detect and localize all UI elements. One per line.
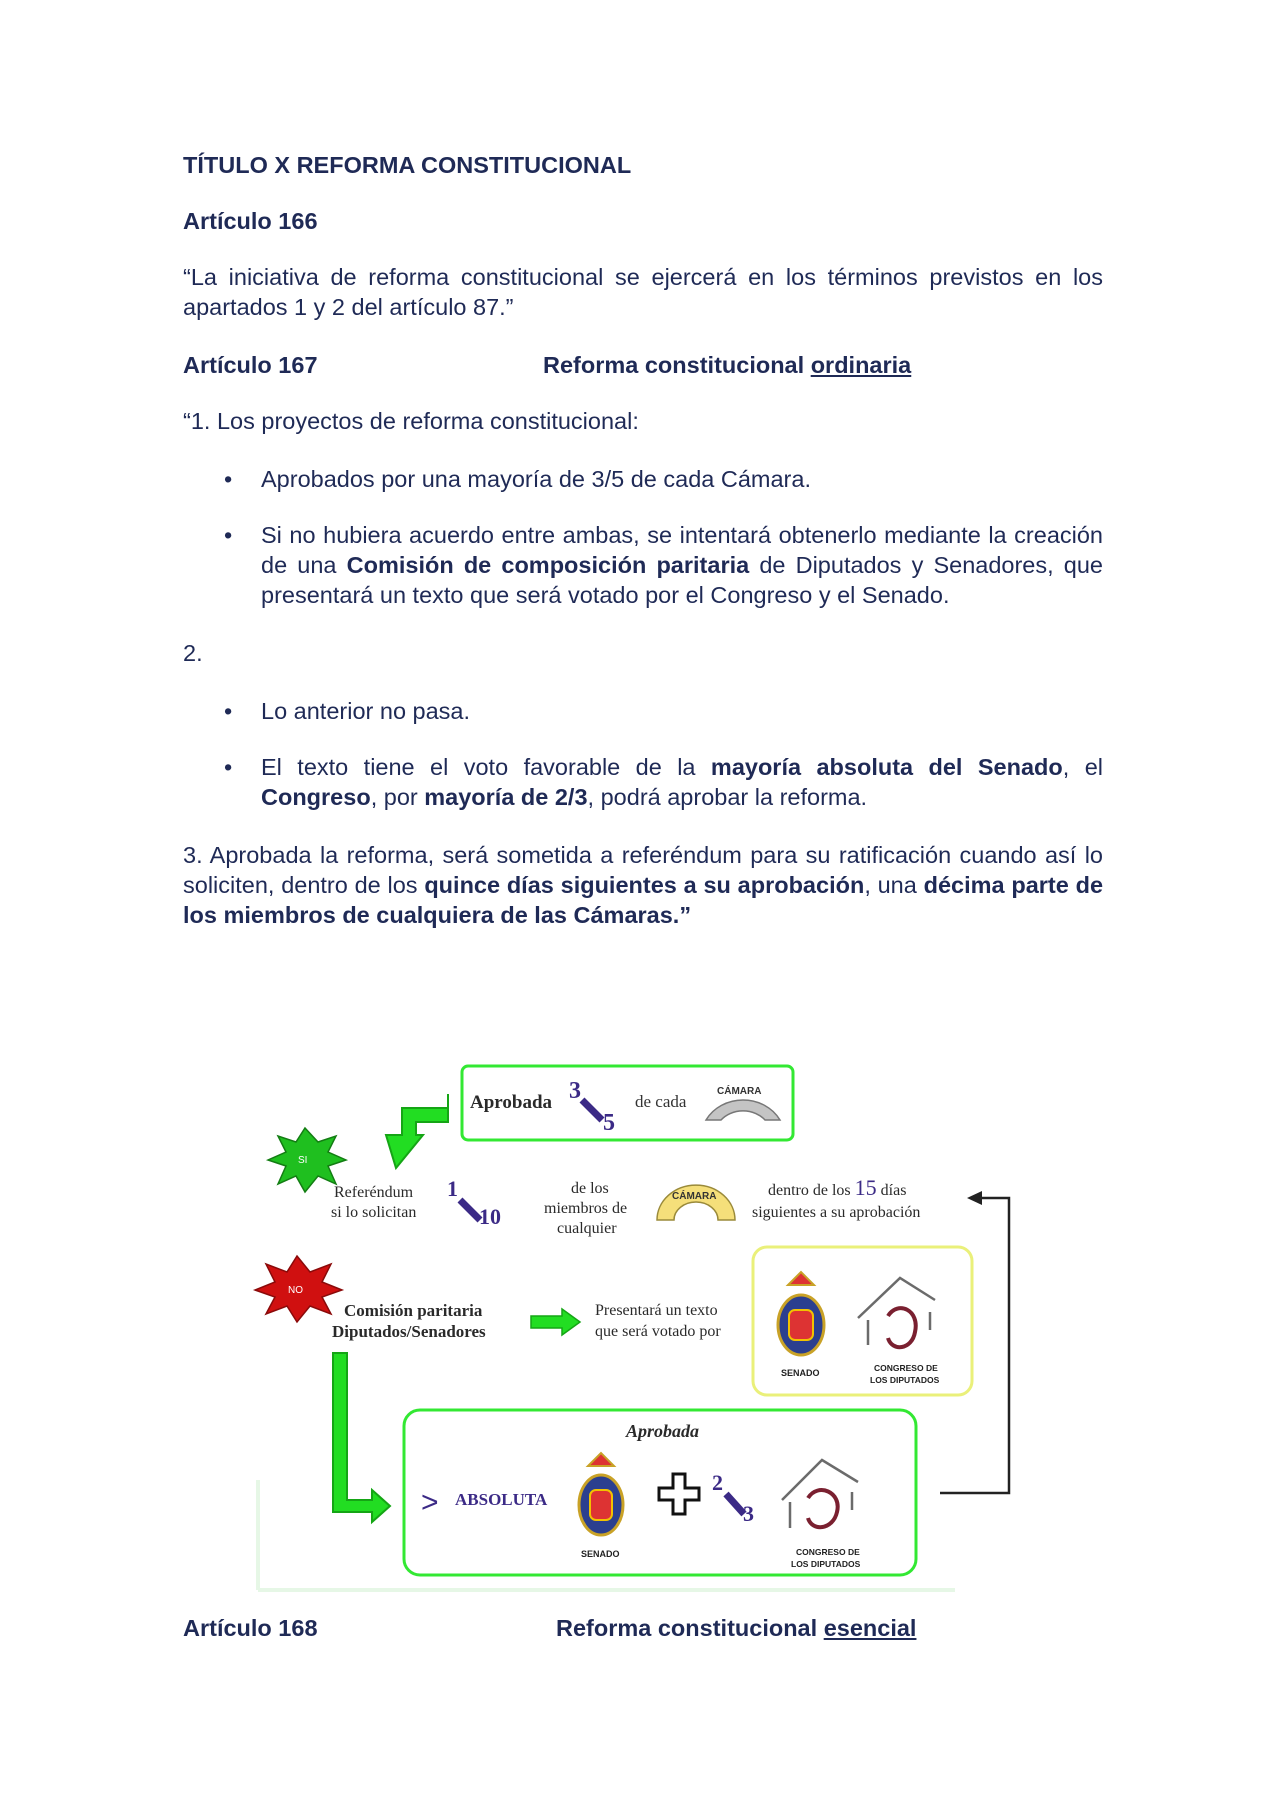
miembros-line3: cualquier <box>557 1220 617 1237</box>
miembros-line1: de los <box>571 1180 609 1197</box>
article-167-heading: Artículo 167 <box>183 352 318 378</box>
article-167-subtitle: Reforma constitucional ordinaria <box>543 352 912 378</box>
bottom-box-label: Aprobada <box>626 1421 700 1441</box>
ref-fraction-num: 1 <box>447 1176 458 1201</box>
miembros-line2: miembros de <box>544 1200 628 1217</box>
list-item: • Aprobados por una mayoría de 3/5 de cada Cámara. <box>183 464 1103 494</box>
return-arrowhead-icon <box>967 1191 982 1205</box>
referendum-line2: si lo solicitan <box>331 1204 417 1221</box>
top-fraction-num: 3 <box>569 1078 581 1104</box>
senado-label-2: SENADO <box>581 1549 620 1559</box>
congreso2-label-1: CONGRESO DE <box>796 1547 860 1557</box>
article-166-heading: Artículo 166 <box>183 208 318 234</box>
list-item: • Si no hubiera acuerdo entre ambas, se intentará obtenerlo mediante la creación de una Comisión de composición paritaria de Diputados y Senadores, que presentará un texto que será votado por el Congreso y el Senado. <box>183 520 1103 610</box>
senado-label: SENADO <box>781 1368 820 1378</box>
congreso2-label-2: LOS DIPUTADOS <box>791 1559 861 1569</box>
si-badge-label: SI <box>298 1155 308 1166</box>
camara-label: CÁMARA <box>717 1086 762 1097</box>
top-fraction-den: 5 <box>603 1110 615 1136</box>
bottom-fraction-num: 2 <box>712 1470 723 1495</box>
article-168-subtitle: Reforma constitucional esencial <box>556 1615 917 1641</box>
no-badge-label: NO <box>288 1285 303 1296</box>
section-2-intro: 2. <box>183 640 203 666</box>
greater-sign: > <box>421 1486 439 1519</box>
document-title: TÍTULO X REFORMA CONSTITUCIONAL <box>183 152 632 178</box>
green-arrow-down-icon <box>386 1094 448 1168</box>
article-168-heading: Artículo 168 <box>183 1615 318 1641</box>
presentara-line1: Presentará un texto <box>595 1302 718 1319</box>
top-box-label: Aprobada <box>470 1092 553 1113</box>
absoluta-label: ABSOLUTA <box>455 1490 548 1509</box>
comision-line2: Diputados/Senadores <box>332 1322 486 1341</box>
plazo-line2: siguientes a su aprobación <box>752 1204 921 1221</box>
green-arrow-right-icon <box>531 1309 580 1335</box>
list-item: • El texto tiene el voto favorable de la mayoría absoluta del Senado, el Congreso, por mayoría de 2/3, podrá aprobar la reforma. <box>183 752 1103 812</box>
top-de-cada: de cada <box>635 1092 687 1111</box>
comision-line1: Comisión paritaria <box>344 1301 483 1320</box>
subtitle-underlined: ordinaria <box>810 352 912 378</box>
article-168-heading-row <box>183 1615 1103 1642</box>
ref-fraction-bar <box>460 1200 480 1220</box>
list-item: • Lo anterior no pasa. <box>183 696 1103 726</box>
referendum-line1: Referéndum <box>334 1184 414 1201</box>
presentara-line2: que será votado por <box>595 1323 721 1340</box>
subtitle-underlined: esencial <box>823 1615 917 1641</box>
congreso-label-1: CONGRESO DE <box>874 1363 938 1373</box>
congreso-label-2: LOS DIPUTADOS <box>870 1375 940 1385</box>
bottom-fraction-den: 3 <box>743 1501 754 1526</box>
plazo-line1: dentro de los 15 días <box>768 1175 907 1200</box>
section-3-text: 3. Aprobada la reforma, será sometida a referéndum para su ratificación cuando así lo soliciten, dentro de los quince días siguientes a su aprobación, una décima parte de los miembros de cualquiera de las Cámaras.” <box>183 842 1104 928</box>
article-166-text: “La iniciativa de reforma constitucional se ejercerá en los términos previstos en los apartados 1 y 2 del artículo 87.” <box>183 264 1103 320</box>
camara2-label: CÁMARA <box>672 1191 717 1202</box>
section-1-intro: “1. Los proyectos de reforma constitucional: <box>183 408 639 434</box>
ref-fraction-den: 10 <box>479 1204 501 1229</box>
green-arrow-long-icon <box>333 1353 390 1522</box>
